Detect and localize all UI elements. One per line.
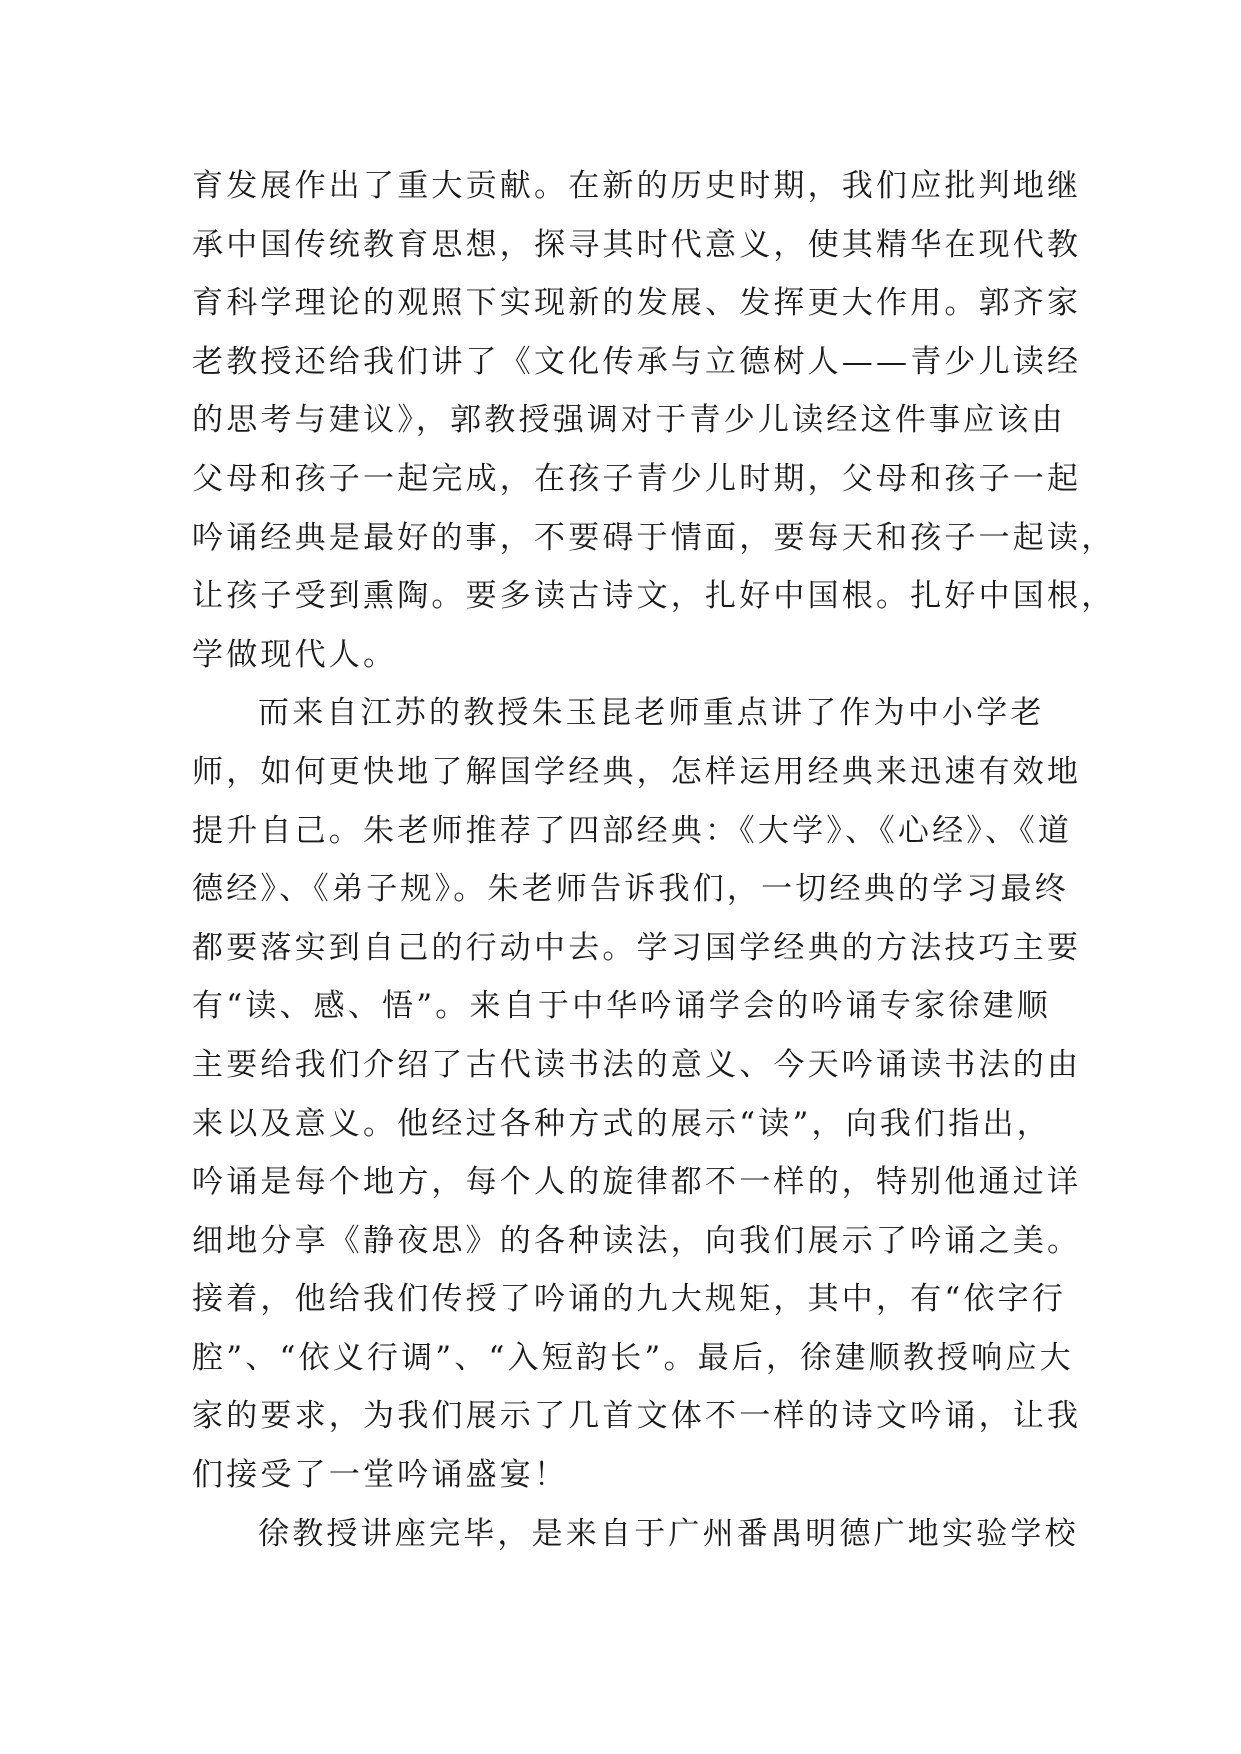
text-line: 们接受了一堂吟诵盛宴！	[192, 1457, 569, 1494]
text-line: 而来自江苏的教授朱玉昆老师重点讲了作为中小学老	[258, 695, 1045, 732]
text-line: 都要落实到自己的行动中去。学习国学经典的方法技巧主要	[192, 929, 1082, 966]
text-line: 父母和孩子一起完成，在孩子青少儿时期，父母和孩子一起	[192, 460, 1082, 497]
text-line: 吟诵是每个地方，每个人的旋律都不一样的，特别他通过详	[192, 1164, 1082, 1201]
text-line: 主要给我们介绍了古代读书法的意义、今天吟诵读书法的由	[192, 1046, 1082, 1083]
text-line: 腔”、“依义行调”、“入短韵长”。最后，徐建顺教授响应大	[192, 1339, 1074, 1376]
text-line: 提升自己。朱老师推荐了四部经典：《大学》、《心经》、《道	[192, 812, 1073, 849]
text-line: 师，如何更快地了解国学经典，怎样运用经典来迅速有效地	[192, 753, 1082, 790]
text-line: 承中国传统教育思想，探寻其时代意义，使其精华在现代教	[192, 226, 1082, 263]
text-line: 细地分享《静夜思》的各种读法，向我们展示了吟诵之美。	[192, 1222, 1082, 1259]
text-line: 让孩子受到熏陶。要多读古诗文，扎好中国根。扎好中国根，	[192, 578, 1116, 615]
text-line: 育发展作出了重大贡献。在新的历史时期，我们应批判地继	[192, 168, 1082, 204]
text-line: 有“读、感、悟”。来自于中华吟诵学会的吟诵专家徐建顺	[192, 988, 1051, 1025]
text-line: 接着，他给我们传授了吟诵的九大规矩，其中，有“依字行	[192, 1281, 1067, 1318]
text-line: 的思考与建议》，郭教授强调对于青少儿读经这件事应该由	[192, 402, 1066, 439]
text-line: 来以及意义。他经过各种方式的展示“读”，向我们指出，	[192, 1105, 1051, 1142]
body-text	[192, 157, 1116, 1563]
text-line: 吟诵经典是最好的事，不要碍于情面，要每天和孩子一起读，	[192, 519, 1116, 556]
text-line: 学做现代人。	[192, 636, 398, 673]
text-line: 徐教授讲座完毕，是来自于广州番禺明德广地实验学校	[258, 1515, 1079, 1552]
text-line: 家的要求，为我们展示了几首文体不一样的诗文吟诵，让我	[192, 1398, 1082, 1435]
text-line: 育科学理论的观照下实现新的发展、发挥更大作用。郭齐家	[192, 285, 1082, 322]
text-line: 德经》、《弟子规》。朱老师告诉我们，一切经典的学习最终	[192, 871, 1069, 908]
text-line: 老教授还给我们讲了《文化传承与立德树人——青少儿读经	[192, 343, 1082, 380]
